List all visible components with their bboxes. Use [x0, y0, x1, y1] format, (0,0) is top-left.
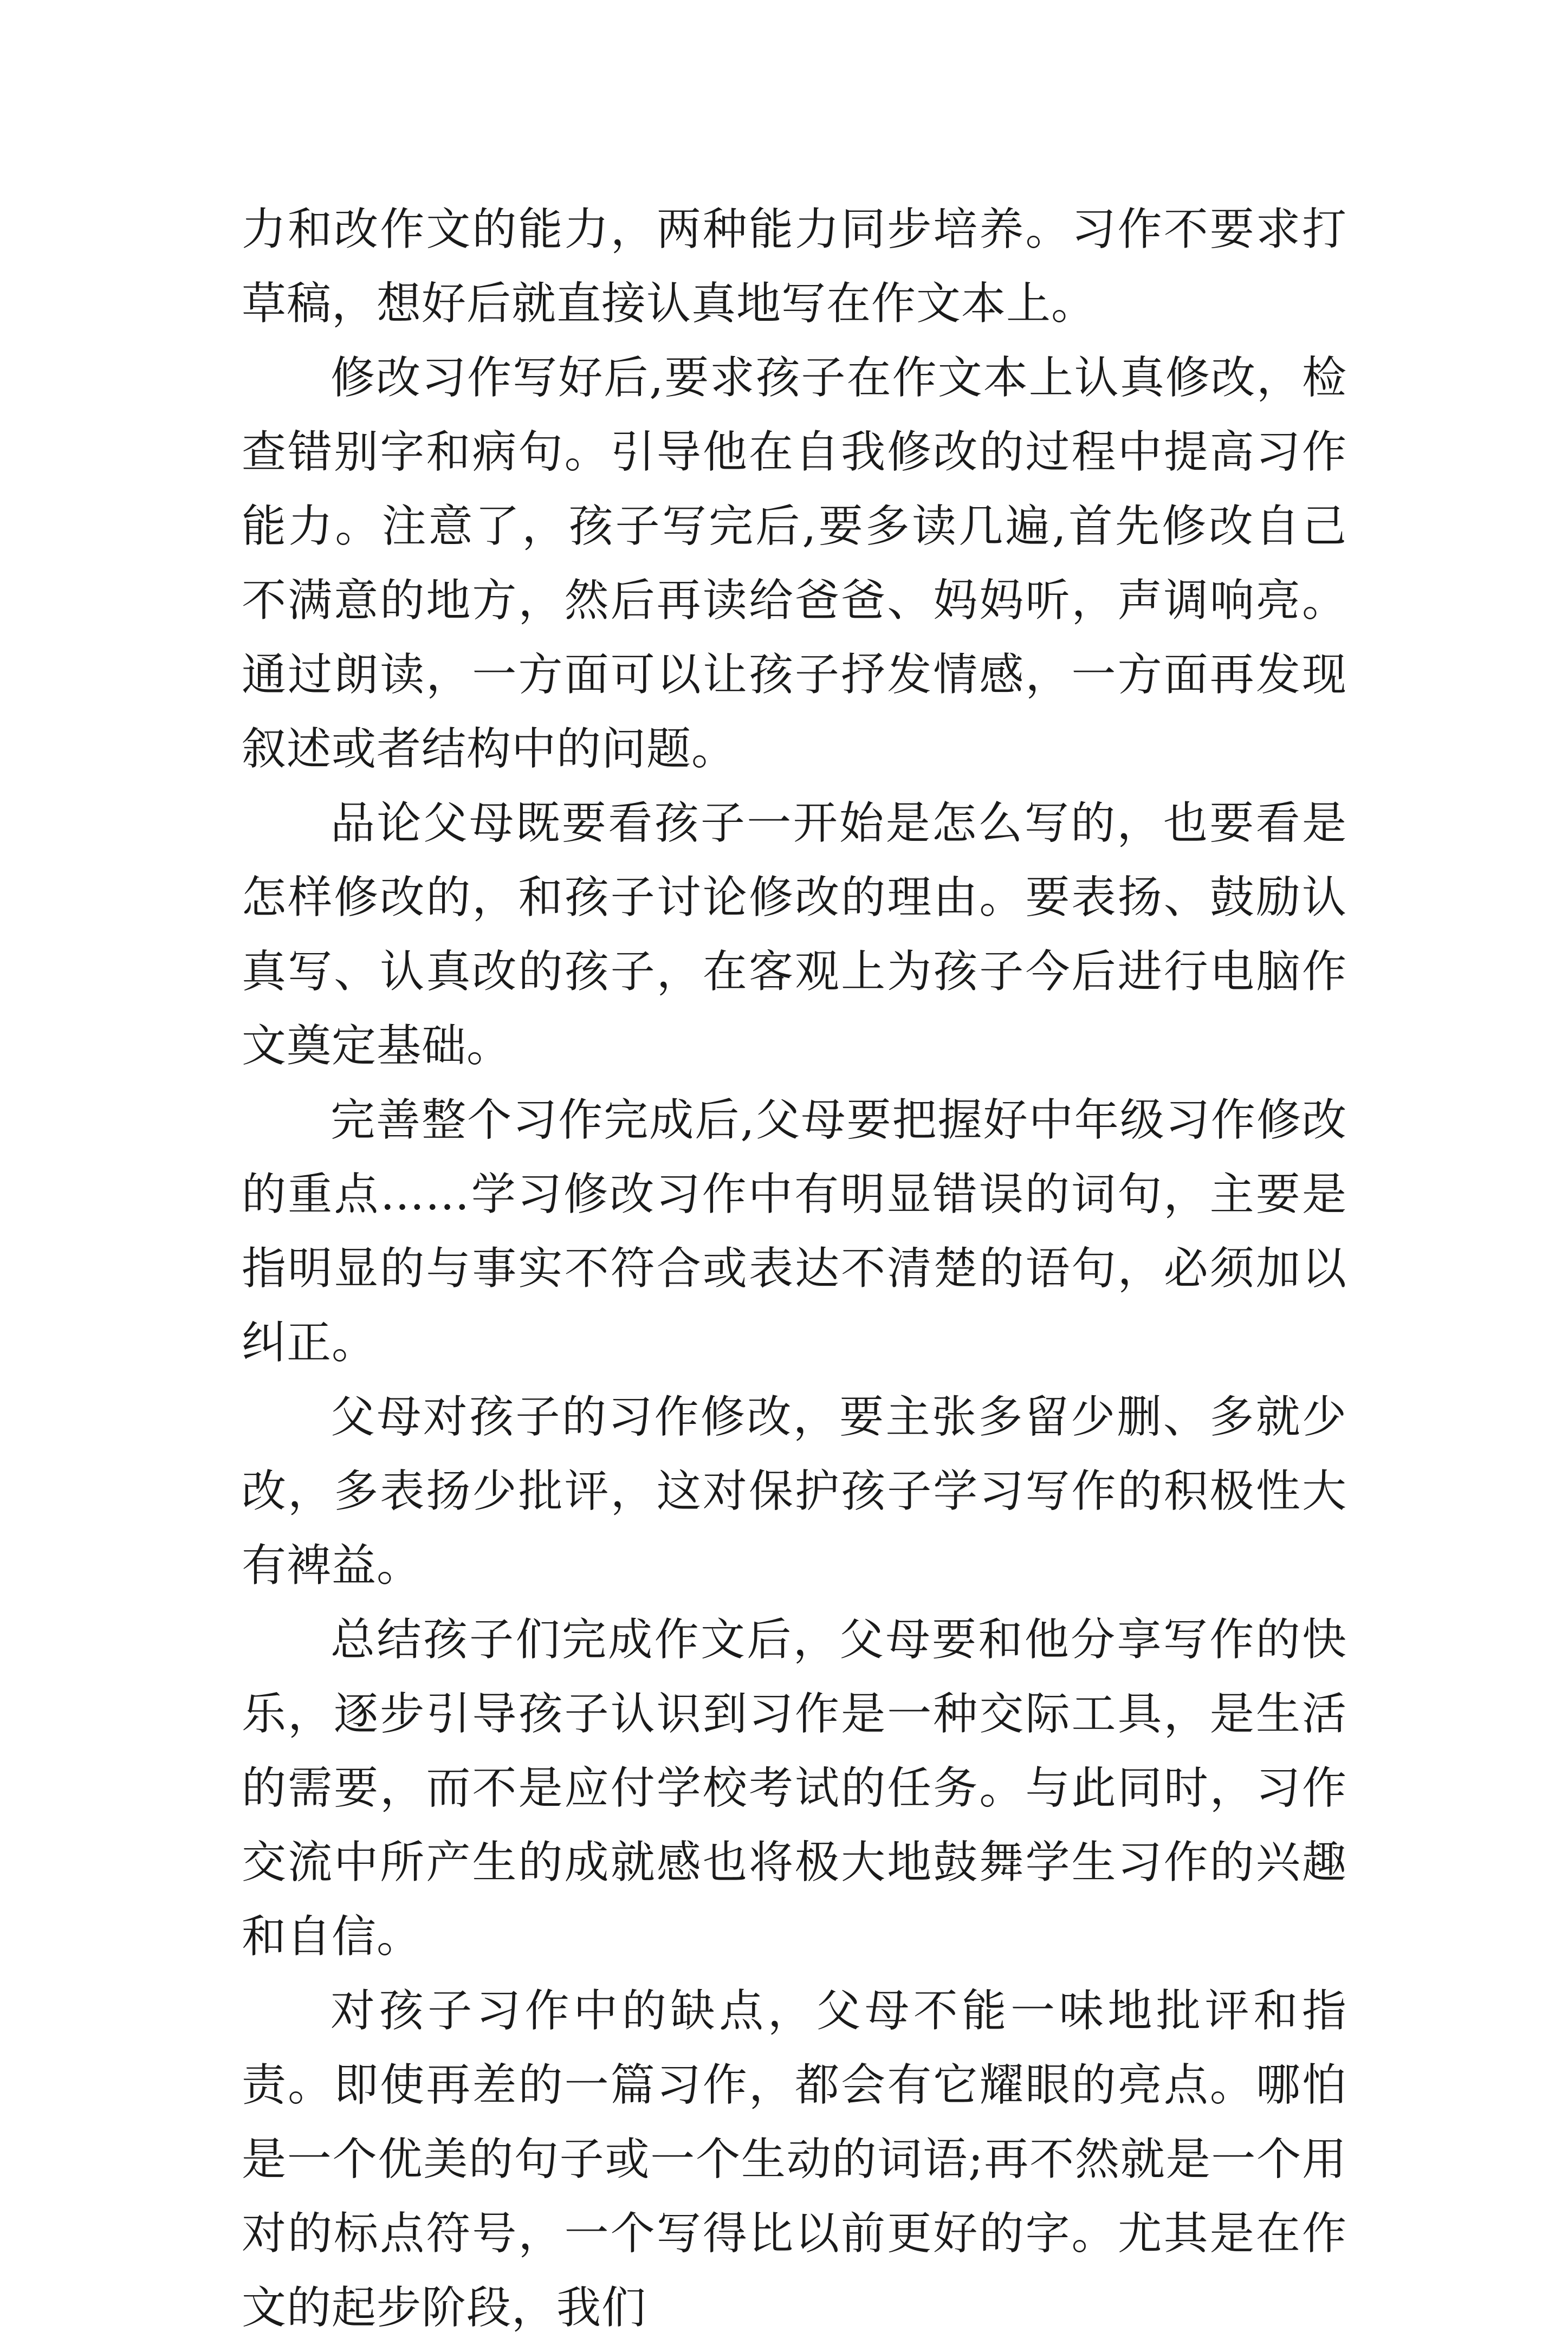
paragraph-refinement: 完善整个习作完成后,父母要把握好中年级习作修改的重点……学习修改习作中有明显错误的词句，主要是指明显的与事实不符合或表达不清楚的语句，必须加以纠正。	[242, 1094, 1347, 1369]
paragraph-evaluation: 品论父母既要看孩子一开始是怎么写的，也要看是怎样修改的，和孩子讨论修改的理由。要表扬、鼓励认真写、认真改的孩子，在客观上为孩子今后进行电脑作文奠定基础。	[242, 798, 1347, 1072]
paragraph-revision: 修改习作写好后,要求孩子在作文本上认真修改，检查错别字和病句。引导他在自我修改的过程中提高习作能力。注意了，孩子写完后,要多读几遍,首先修改自己不满意的地方，然后再读给爸爸、妈妈听，声调响亮。通过朗读，一方面可以让孩子抒发情感，一方面再发现叙述或者结构中的问题。	[242, 352, 1347, 775]
document-body	[242, 192, 1347, 2345]
paragraph-encouragement: 父母对孩子的习作修改，要主张多留少删、多就少改，多表扬少批评，这对保护孩子学习写作的积极性大有裨益。	[242, 1391, 1347, 1591]
paragraph-continuation: 力和改作文的能力，两种能力同步培养。习作不要求打草稿，想好后就直接认真地写在作文本上。	[242, 204, 1347, 329]
paragraph-summary: 总结孩子们完成作文后，父母要和他分享写作的快乐，逐步引导孩子认识到习作是一种交际工具，是生活的需要，而不是应付学校考试的任务。与此同时，习作交流中所产生的成就感也将极大地鼓舞学生习作的兴趣和自信。	[242, 1614, 1347, 1962]
paragraph-shortcomings: 对孩子习作中的缺点，父母不能一味地批评和指责。即使再差的一篇习作，都会有它耀眼的亮点。哪怕是一个优美的句子或一个生动的词语;再不然就是一个用对的标点符号，一个写得比以前更好的字。尤其是在作文的起步阶段，我们	[242, 1985, 1347, 2334]
